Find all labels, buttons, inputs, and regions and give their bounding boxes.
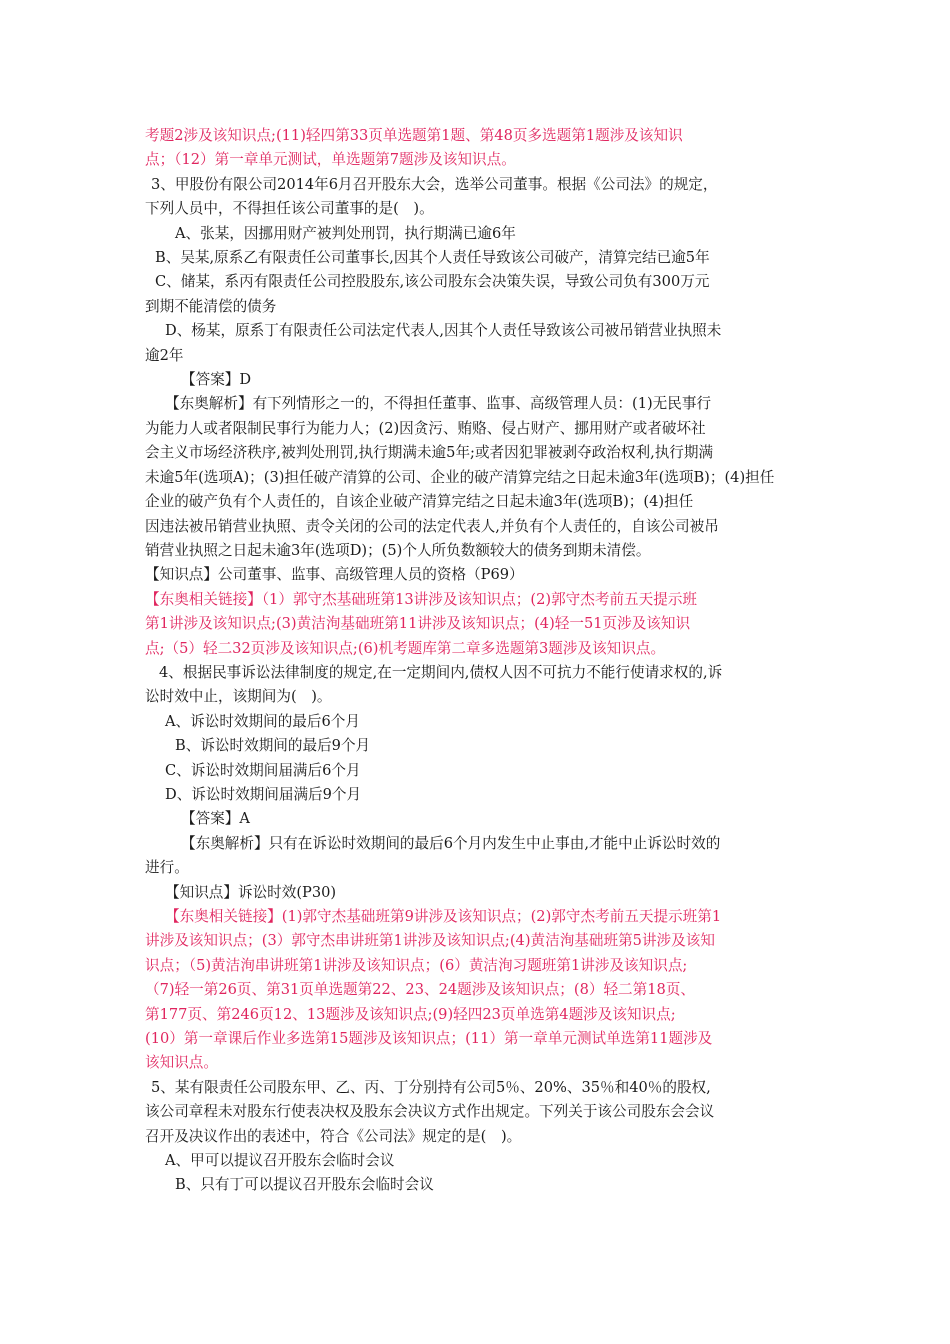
text-line: 5、某有限责任公司股东甲、乙、丙、丁分别持有公司5％、20%、35％和40％的股权, — [151, 1078, 711, 1096]
text-line: 【东奥解析】只有在诉讼时效期间的最后6个月内发生中止事由,才能中止诉讼时效的 — [181, 834, 721, 852]
text-line: （7)轻一第26页、第31页单选题第22、23、24题涉及该知识点；(8）轻二第18页、 — [145, 981, 696, 999]
text-line: 逾2年 — [145, 346, 184, 364]
text-line: 到期不能清偿的债务 — [145, 297, 277, 315]
text-line: A、甲可以提议召开股东会临时会议 — [165, 1152, 395, 1170]
text-line: 考题2涉及该知识点;(11)轻四第33页单选题第1题、第48页多选题第1题涉及该知识 — [145, 127, 683, 144]
text-line: C、诉讼时效期间届满后6个月 — [165, 761, 361, 779]
text-line: 【知识点】诉讼时效(P30) — [165, 883, 337, 901]
text-line: 销营业执照之日起未逾3年(选项D)；(5)个人所负数额较大的债务到期未清偿。 — [145, 541, 651, 559]
document-page — [145, 124, 810, 1198]
text-line: 企业的破产负有个人责任的，自该企业破产清算完结之日起未逾3年(选项B)；(4)担任 — [145, 493, 694, 511]
text-line: 召开及决议作出的表述中，符合《公司法》规定的是( )。 — [145, 1127, 522, 1145]
text-line: A、诉讼时效期间的最后6个月 — [165, 712, 360, 730]
text-line: D、杨某，原系丁有限责任公司法定代表人,因其个人责任导致该公司被吊销营业执照未 — [165, 322, 722, 340]
text-line: B、只有丁可以提议召开股东会临时会议 — [175, 1176, 434, 1194]
text-line: 点；（12）第一章单元测试，单选题第7题涉及该知识点。 — [145, 151, 516, 169]
text-line: 【东奥相关链接】（1）郭守杰基础班第13讲涉及该知识点；(2)郭守杰考前五天提示班 — [145, 590, 698, 608]
text-line: 【答案】A — [181, 810, 250, 828]
text-line: C、储某，系丙有限责任公司控股股东,该公司股东会决策失误，导致公司负有300万元 — [155, 273, 710, 291]
text-line: B、诉讼时效期间的最后9个月 — [175, 737, 371, 755]
text-line: 识点；（5)黄洁洵串讲班第1讲涉及该知识点；(6）黄洁洵习题班第1讲涉及该知识点; — [145, 956, 688, 974]
text-line: 【东奥解析】有下列情形之一的，不得担任董事、监事、高级管理人员：(1)无民事行 — [165, 395, 712, 413]
text-line: 该公司章程未对股东行使表决权及股东会决议方式作出规定。下列关于该公司股东会会议 — [145, 1103, 715, 1121]
text-line: B、吴某,原系乙有限责任公司董事长,因其个人责任导致该公司破产，清算完结已逾5年 — [155, 249, 710, 267]
text-line: 讼时效中止，该期间为( )。 — [145, 688, 332, 706]
text-line: 下列人员中，不得担任该公司董事的是( )。 — [145, 200, 434, 218]
text-line: 因违法被吊销营业执照、责令关闭的公司的法定代表人,并负有个人责任的，自该公司被吊 — [145, 517, 719, 535]
text-line: 3、甲股份有限公司2014年6月召开股东大会，选举公司董事。根据《公司法》的规定， — [151, 175, 718, 193]
text-line: 第177页、第246页12、13题涉及该知识点;(9)轻四23页单选第4题涉及该知识点; — [145, 1005, 676, 1023]
text-line: A、张某，因挪用财产被判处刑罚，执行期满已逾6年 — [175, 224, 516, 242]
text-line: 为能力人或者限制民事行为能力人；(2)因贪污、贿赂、侵占财产、挪用财产或者破坏社 — [145, 419, 706, 437]
text-line: D、诉讼时效期间届满后9个月 — [165, 785, 362, 803]
text-line: 进行。 — [145, 859, 189, 877]
text-line: 【知识点】公司董事、监事、高级管理人员的资格（P69） — [145, 566, 524, 584]
text-line: 会主义市场经济秩序,被判处刑罚,执行期满未逾5年;或者因犯罪被剥夺政治权利,执行期满 — [145, 444, 714, 462]
text-line: 该知识点。 — [145, 1054, 218, 1072]
text-line: 【答案】D — [181, 371, 252, 389]
text-line: (10）第一章课后作业多选第15题涉及该知识点；(11）第一章单元测试单选第11题涉及 — [145, 1030, 713, 1048]
text-line: 第1讲涉及该知识点;(3)黄洁洵基础班第11讲涉及该知识点；(4)轻一51页涉及该知识 — [145, 615, 691, 633]
text-line: 4、根据民事诉讼法律制度的规定,在一定期间内,债权人因不可抗力不能行使请求权的,诉 — [159, 663, 723, 681]
text-line: 点;（5）轻二32页涉及该知识点;(6)机考题库第二章多选题第3题涉及该知识点。 — [145, 639, 666, 657]
text-line: 未逾5年(选项A)；(3)担任破产清算的公司、企业的破产清算完结之日起未逾3年(选项B)；(4)担任 — [145, 468, 775, 486]
text-line: 讲涉及该知识点；(3）郭守杰串讲班第1讲涉及该知识点;(4)黄洁洵基础班第5讲涉及该知 — [145, 932, 715, 950]
text-line: 【东奥相关链接】(1)郭守杰基础班第9讲涉及该知识点；(2)郭守杰考前五天提示班第1 — [165, 908, 722, 925]
